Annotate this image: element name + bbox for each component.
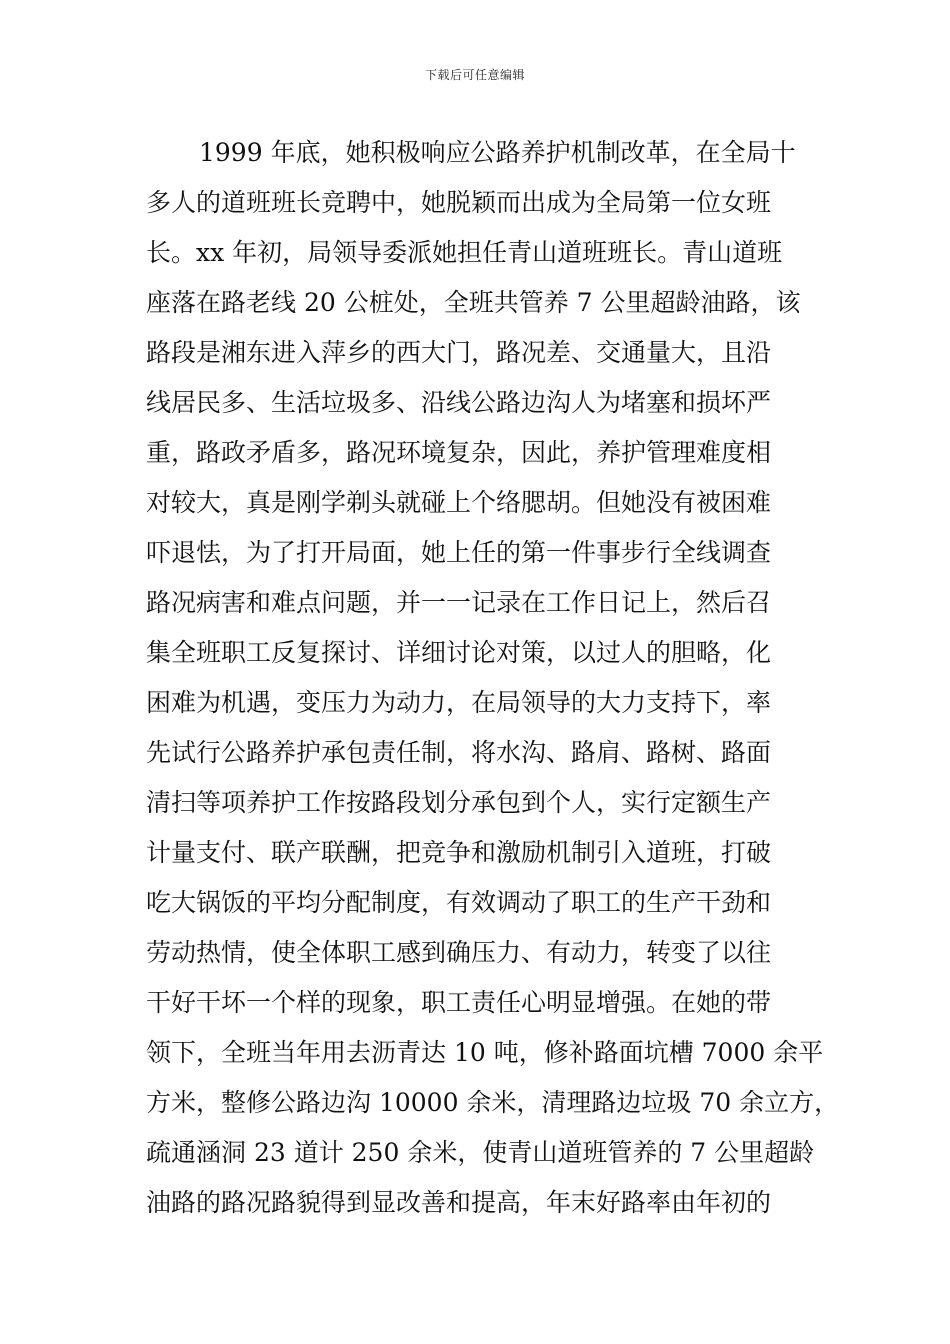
paragraph-line: 干好干坏一个样的现象，职工责任心明显增强。在她的带 [146,988,772,1017]
paragraph-line: 路况病害和难点问题，并一一记录在工作日记上，然后召 [146,588,772,617]
paragraph-line: 疏通涵洞 23 道计 250 余米，使青山道班管养的 7 公里超龄 [146,1138,815,1167]
paragraph-line: 长。xx 年初，局领导委派她担任青山道班班长。青山道班 [146,238,783,267]
paragraph-line: 路段是湘东进入萍乡的西大门，路况差、交通量大，且沿 [146,338,772,367]
paragraph-line: 方米，整修公路边沟 10000 余米，清理路边垃圾 70 余立方， [146,1088,840,1117]
paragraph-line: 座落在路老线 20 公桩处，全班共管养 7 公里超龄油路，该 [146,288,801,317]
paragraph-line: 多人的道班班长竞聘中，她脱颖而出成为全局第一位女班 [146,188,772,217]
paragraph-line: 油路的路况路貌得到显改善和提高，年末好路率由年初的 [146,1188,772,1217]
paragraph-line: 1999 年底，她积极响应公路养护机制改革，在全局十 [199,138,796,167]
paragraph-line: 清扫等项养护工作按路段划分承包到个人，实行定额生产 [146,788,772,817]
paragraph-line: 重，路政矛盾多，路况环境复杂，因此，养护管理难度相 [146,438,772,467]
paragraph-line: 吓退怯，为了打开局面，她上任的第一件事步行全线调查 [146,538,772,567]
paragraph-line: 对较大，真是刚学剃头就碰上个络腮胡。但她没有被困难 [146,488,772,517]
paragraph-line: 困难为机遇，变压力为动力，在局领导的大力支持下，率 [146,688,772,717]
paragraph-line: 领下，全班当年用去沥青达 10 吨，修补路面坑槽 7000 余平 [146,1038,824,1067]
paragraph-line: 计量支付、联产联酬，把竞争和激励机制引入道班，打破 [146,838,772,867]
paragraph-line: 劳动热情，使全体职工感到确压力、有动力，转变了以往 [146,938,772,967]
paragraph-line: 吃大锅饭的平均分配制度，有效调动了职工的生产干劲和 [146,888,772,917]
paragraph-line: 线居民多、生活垃圾多、沿线公路边沟人为堵塞和损坏严 [146,388,772,417]
paragraph-line: 先试行公路养护承包责任制，将水沟、路肩、路树、路面 [146,738,772,767]
paragraph-line: 集全班职工反复探讨、详细讨论对策，以过人的胆略，化 [146,638,772,667]
page-header: 下载后可任意编辑 [424,68,525,82]
